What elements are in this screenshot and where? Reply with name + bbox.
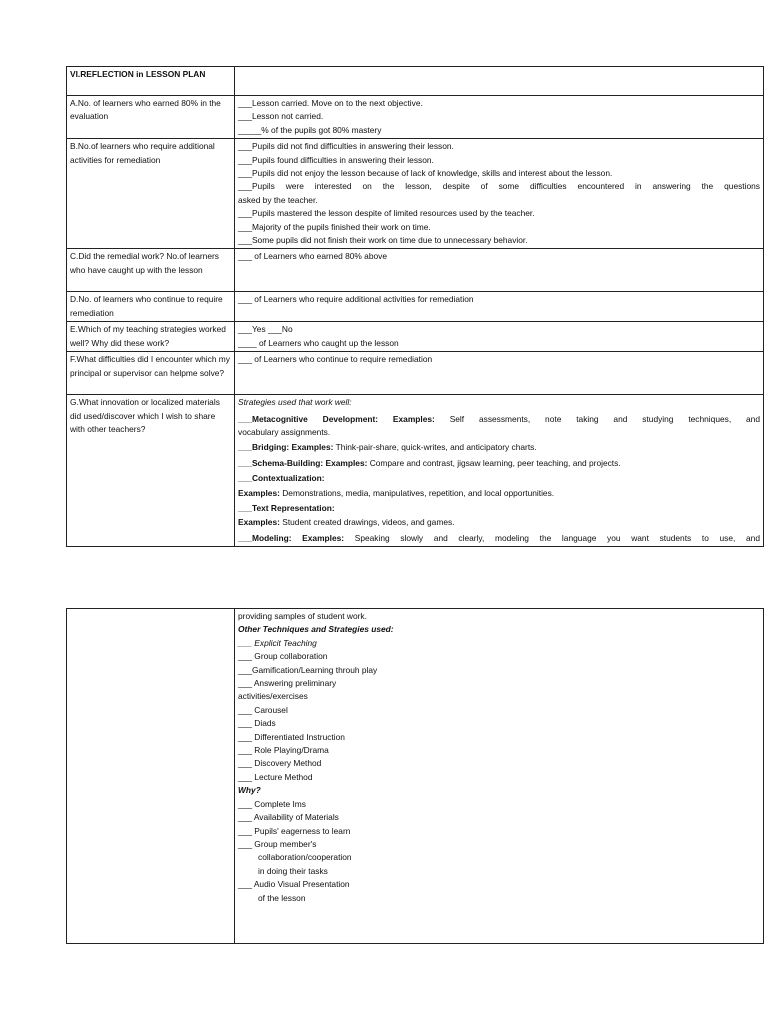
row-b-line: ___Pupils did not enjoy the lesson because of lack of knowledge, skills and interest about the lesson. <box>238 168 613 179</box>
table-row-b <box>67 139 764 249</box>
technique-item: ___ Role Playing/Drama <box>238 745 329 756</box>
row-c-content <box>235 249 764 292</box>
table-row-e <box>67 322 764 352</box>
strategy-line <box>238 413 760 426</box>
table-row-g-continued <box>67 609 764 944</box>
row-e-line: ____ of Learners who caught up the lesson <box>238 337 399 348</box>
row-e-content <box>235 322 764 352</box>
strategy-line <box>238 487 760 500</box>
row-f-content <box>235 352 764 395</box>
strategy-line <box>238 441 760 454</box>
continued-blank-cell <box>67 609 235 944</box>
reason-item: ___ Availability of Materials <box>238 812 339 823</box>
strategy-cont: vocabulary assignments. <box>238 426 331 437</box>
strategy-sub-label: Examples: <box>238 487 280 498</box>
strategy-line <box>238 457 760 470</box>
reason-item: in doing their tasks <box>258 865 328 876</box>
row-c-line: ___ of Learners who earned 80% above <box>238 251 387 262</box>
technique-item: ___ Group collaboration <box>238 651 328 662</box>
technique-item: ___ Differentiated Instruction <box>238 731 345 742</box>
reason-item: ___ Group member's <box>238 838 317 849</box>
technique-item: ___ Diads <box>238 718 276 729</box>
row-a-line: ___Lesson not carried. <box>238 111 324 122</box>
strategy-sub-label: Examples: <box>238 517 280 528</box>
other-techniques-heading: Other Techniques and Strategies used: <box>238 624 394 635</box>
strategy-name: ___Metacognitive Development: Examples: <box>238 413 435 424</box>
reason-item: collaboration/cooperation <box>258 852 352 863</box>
strategy-name: ___Schema-Building: Examples: <box>238 457 368 468</box>
table-row-c <box>67 249 764 292</box>
continued-text: providing samples of student work. <box>238 611 367 621</box>
strategies-intro: Strategies used that work well: <box>238 397 352 408</box>
row-a-line: ___Lesson carried. Move on to the next objective. <box>238 98 423 108</box>
row-a-label: A.No. of learners who earned 80% in the evaluation <box>67 96 235 139</box>
row-e-label: E.Which of my teaching strategies worked well? Why did these work? <box>67 322 235 352</box>
row-f-label: F.What difficulties did I encounter which my principal or supervisor can helpme solve? <box>67 352 235 395</box>
why-heading: Why? <box>238 785 261 796</box>
technique-item: ___ Discovery Method <box>238 758 322 769</box>
row-b-content <box>235 139 764 249</box>
row-b-line: ___Pupils were interested on the lesson, despite of some difficulties encountered in answering the questions <box>238 181 760 192</box>
strategy-text: Self assessments, note taking and studying techniques, and <box>434 413 760 424</box>
row-b-line: ___Pupils did not find difficulties in answering their lesson. <box>238 141 454 152</box>
strategy-name: ___Text Representation: <box>238 502 335 513</box>
row-g-label: G.What innovation or localized materials did used/discover which I wish to share with other teachers? <box>67 395 235 547</box>
technique-item: ___ Answering preliminary <box>238 678 337 689</box>
reason-item: ___ Complete Ims <box>238 798 306 809</box>
row-d-label: D.No. of learners who continue to require remediation <box>67 292 235 322</box>
row-e-line: ___Yes ___No <box>238 324 293 335</box>
strategy-text: Speaking slowly and clearly, modeling the language you want students to use, and <box>344 532 760 543</box>
reason-item: ___ Pupils' eagerness to learn <box>238 825 351 836</box>
strategy-name: ___Modeling: Examples: <box>238 532 345 543</box>
header-blank-cell <box>235 67 764 96</box>
row-b-line: asked by the teacher. <box>238 194 318 205</box>
strategy-text: Compare and contrast, jigsaw learning, peer teaching, and projects. <box>367 457 621 468</box>
strategy-text: Demonstrations, media, manipulatives, repetition, and local opportunities. <box>279 487 555 498</box>
row-b-line: ___Pupils found difficulties in answering their lesson. <box>238 154 434 165</box>
row-g-content <box>235 395 764 547</box>
strategy-line <box>238 532 760 545</box>
row-f-line: ___ of Learners who continue to require remediation <box>238 354 433 365</box>
row-b-label: B.No.of learners who require additional activities for remediation <box>67 139 235 249</box>
row-b-line: ___Pupils mastered the lesson despite of limited resources used by the teacher. <box>238 208 535 219</box>
strategy-line <box>238 516 760 529</box>
reason-item: ___ Audio Visual Presentation <box>238 879 350 890</box>
technique-item: ___Gamification/Learning throuh play <box>238 664 378 675</box>
table-row-d <box>67 292 764 322</box>
row-a-content <box>235 96 764 139</box>
strategy-text: Student created drawings, videos, and games. <box>279 517 455 528</box>
reflection-table <box>66 66 764 547</box>
table-row-f <box>67 352 764 395</box>
technique-item: ___ Explicit Teaching <box>238 637 317 648</box>
row-d-content <box>235 292 764 322</box>
strategy-text: Think-pair-share, quick-writes, and anticipatory charts. <box>333 442 537 453</box>
row-d-line: ___ of Learners who require additional activities for remediation <box>238 294 474 305</box>
table-row-a <box>67 96 764 139</box>
row-b-line: ___Majority of the pupils finished their work on time. <box>238 221 431 232</box>
technique-item: ___ Lecture Method <box>238 771 313 782</box>
table-row-header <box>67 67 764 96</box>
section-title: VI.REFLECTION in LESSON PLAN <box>67 67 235 96</box>
strategy-name: ___Contextualization: <box>238 473 325 484</box>
row-c-label: C.Did the remedial work? No.of learners who have caught up with the lesson <box>67 249 235 292</box>
strategy-name: ___Bridging: Examples: <box>238 442 334 453</box>
technique-item: activities/exercises <box>238 691 308 702</box>
table-row-g <box>67 395 764 547</box>
row-a-line: _____% of the pupils got 80% mastery <box>238 124 382 135</box>
continued-content <box>235 609 764 944</box>
technique-item: ___ Carousel <box>238 704 288 715</box>
reason-item: of the lesson <box>258 892 306 903</box>
row-b-line: ___Some pupils did not finish their work on time due to unnecessary behavior. <box>238 235 528 246</box>
reflection-table-continued <box>66 608 764 944</box>
